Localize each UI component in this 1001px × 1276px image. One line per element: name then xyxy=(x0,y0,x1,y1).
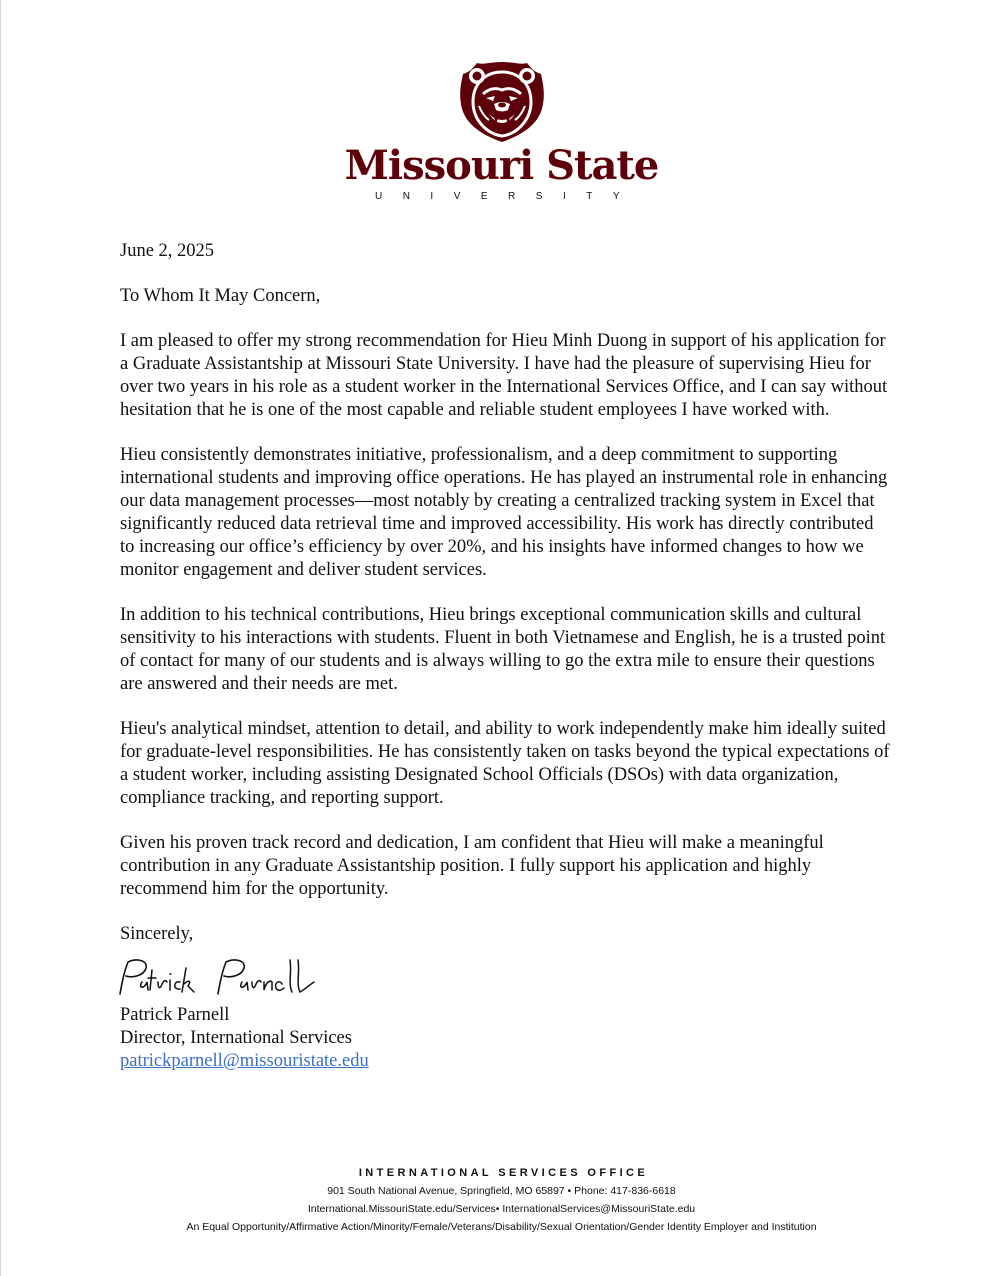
letter-body xyxy=(120,240,890,1073)
closing: Sincerely, xyxy=(120,924,194,944)
paragraph: Given his proven track record and dedication, I am confident that Hieu will make a meaningful contribution in any Graduate Assistantship position. I fully support his application and highly recommend him for the opportunity. xyxy=(120,833,824,899)
paragraph: In addition to his technical contributions, Hieu brings exceptional communication skills and cultural sensitivity to his interactions with students. Fluent in both Vietnamese and English, he is a trusted point of contact for many of our students and is always willing to go the extra mile to ensure their questions are answered and their needs are met. xyxy=(120,605,886,694)
footer-web-email: International.MissouriState.edu/Services• InternationalServices@MissouriState.edu xyxy=(307,1203,696,1215)
wordmark-subtitle: UNIVERSITY xyxy=(374,191,640,202)
footer-eeo-statement: An Equal Opportunity/Affirmative Action/Minority/Female/Veterans/Disability/Sexual Orientation/Gender Identity Employer and Institution xyxy=(186,1221,817,1233)
signer-name: Patrick Parnell xyxy=(120,1005,230,1025)
paragraph: Hieu consistently demonstrates initiative, professionalism, and a deep commitment to supporting international students and improving office operations. He has played an instrumental role in enhancing our data management processes—most notably by creating a centralized tracking system in Excel that significantly reduced data retrieval time and improved accessibility. His work has directly contributed to increasing our office’s efficiency by over 20%, and his insights have informed changes to how we monitor engagement and deliver student services. xyxy=(120,445,888,580)
signature-block xyxy=(120,1004,890,1073)
signer-email-link[interactable]: patrickparnell@missouristate.edu xyxy=(120,1051,369,1071)
footer-office-name: INTERNATIONAL SERVICES OFFICE xyxy=(358,1167,649,1179)
bear-head-icon xyxy=(457,60,547,144)
salutation: To Whom It May Concern, xyxy=(120,286,321,306)
paragraph: Hieu's analytical mindset, attention to detail, and ability to work independently make him ideally suited for graduate-level responsibilities. He has consistently taken on tasks beyond the typical expectations of a student worker, including assisting Designated School Officials (DSOs) with data organization, compliance tracking, and reporting support. xyxy=(120,719,890,808)
handwritten-signature xyxy=(114,952,334,1002)
letter-date: June 2, 2025 xyxy=(120,241,215,261)
footer-address: 901 South National Avenue, Springfield, MO 65897 • Phone: 417-836-6618 xyxy=(327,1185,676,1197)
letterhead-footer xyxy=(1,1164,1001,1236)
university-logo xyxy=(1,60,1001,204)
paragraph: I am pleased to offer my strong recommendation for Hieu Minh Duong in support of his application for a Graduate Assistantship at Missouri State University. I have had the pleasure of supervising Hieu for over two years in his role as a student worker in the International Services Office, and I can say without hesitation that he is one of the most capable and reliable student employees I have worked with. xyxy=(120,331,888,420)
signer-title: Director, International Services xyxy=(120,1028,352,1048)
wordmark: Missouri State xyxy=(344,142,659,189)
